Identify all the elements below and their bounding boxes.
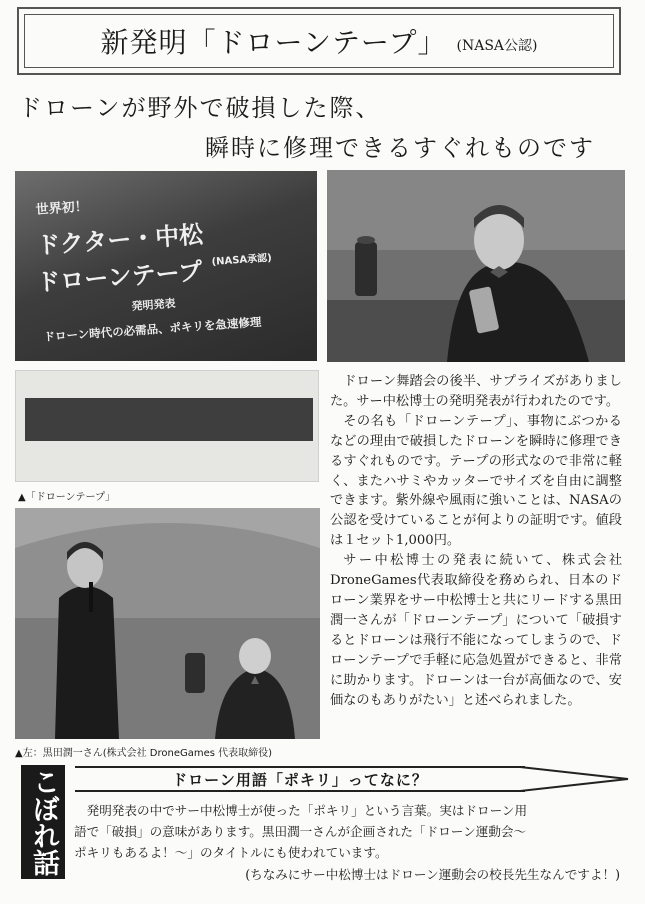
column-heading-banner [75,766,525,792]
headline-line-2: 瞬時に修理できるすぐれものです [205,134,595,162]
page-subtitle: (NASA公認) [456,38,538,54]
tape-roll [25,398,313,441]
slide-text-1: 世界初！ [35,199,89,218]
slide-photo [15,171,317,361]
column-line: (ちなみにサー中松博士はドローン運動会の校長先生なんですよ！) [245,866,620,882]
slide-text-4: 発明発表 [131,296,176,313]
article-body [330,372,622,710]
slide-text-5: ドローン時代の必需品、ポキリを急速修理 [43,314,262,344]
title-inner-frame [24,14,614,68]
slide-text-2: ドクター・中松 [35,220,205,260]
tape-caption: ▲「ドローンテープ」 [18,492,115,503]
column-tag: こぼれ話 [21,765,65,879]
speaker-photo-art [15,508,320,739]
title-box [17,7,621,75]
article-paragraph: サー中松博士の発表に続いて、株式会社DroneGames代表取締役を務められ、日本のドローン業界をサー中松博士と共にリードする黒田潤一さんが「ドローンテープ」について「破損するとドローンは飛行不能になってしまうので、ドローンテープで手軽に応急処置ができると、非常に助かります。ドローンは一台が高価なので、安価なのもありがたい」と述べられました。 [330,553,622,708]
column-line: ポキリもあるよ！〜」のタイトルにも使われています。 [74,845,388,861]
speaker-photo [15,508,320,739]
column-line: 語で「破損」の意味があります。黒田潤一さんが企画された「ドローン運動会〜 [74,824,527,840]
page-title: 新発明「ドローンテープ」 [100,26,447,59]
headline-line-1: ドローンが野外で破損した際、 [18,94,382,122]
slide-badge: (NASA承認) [211,252,273,268]
article-paragraph: その名も「ドローンテープ」、事物にぶつかるなどの理由で破損したドローンを瞬時に修理できるすぐれものです。テープの形式なので非常に軽く、またハサミやカッターでサイズを自由に調整できます。紫外線や風雨に強いことは、NASAの公認を受けていることが何よりの証明です。値段は１セット1,000円。 [330,413,622,549]
tape-photo [15,370,319,482]
inventor-photo [327,170,625,362]
banner-arrow-icon [520,766,630,792]
inventor-photo-art [327,170,625,362]
column-body [74,800,626,885]
article-paragraph: ドローン舞踏会の後半、サプライズがありました。サー中松博士の発明発表が行われたのです。 [330,374,622,409]
column-heading: ドローン用語「ポキリ」ってなに？ [172,770,428,789]
speaker-caption: ▲左：黒田潤一さん(株式会社 DroneGames 代表取締役) [15,748,273,759]
column-line: 発明発表の中でサー中松博士が使った「ポキリ」という言葉。実はドローン用 [86,803,528,818]
slide-text-3: ドローンテープ [35,257,204,297]
